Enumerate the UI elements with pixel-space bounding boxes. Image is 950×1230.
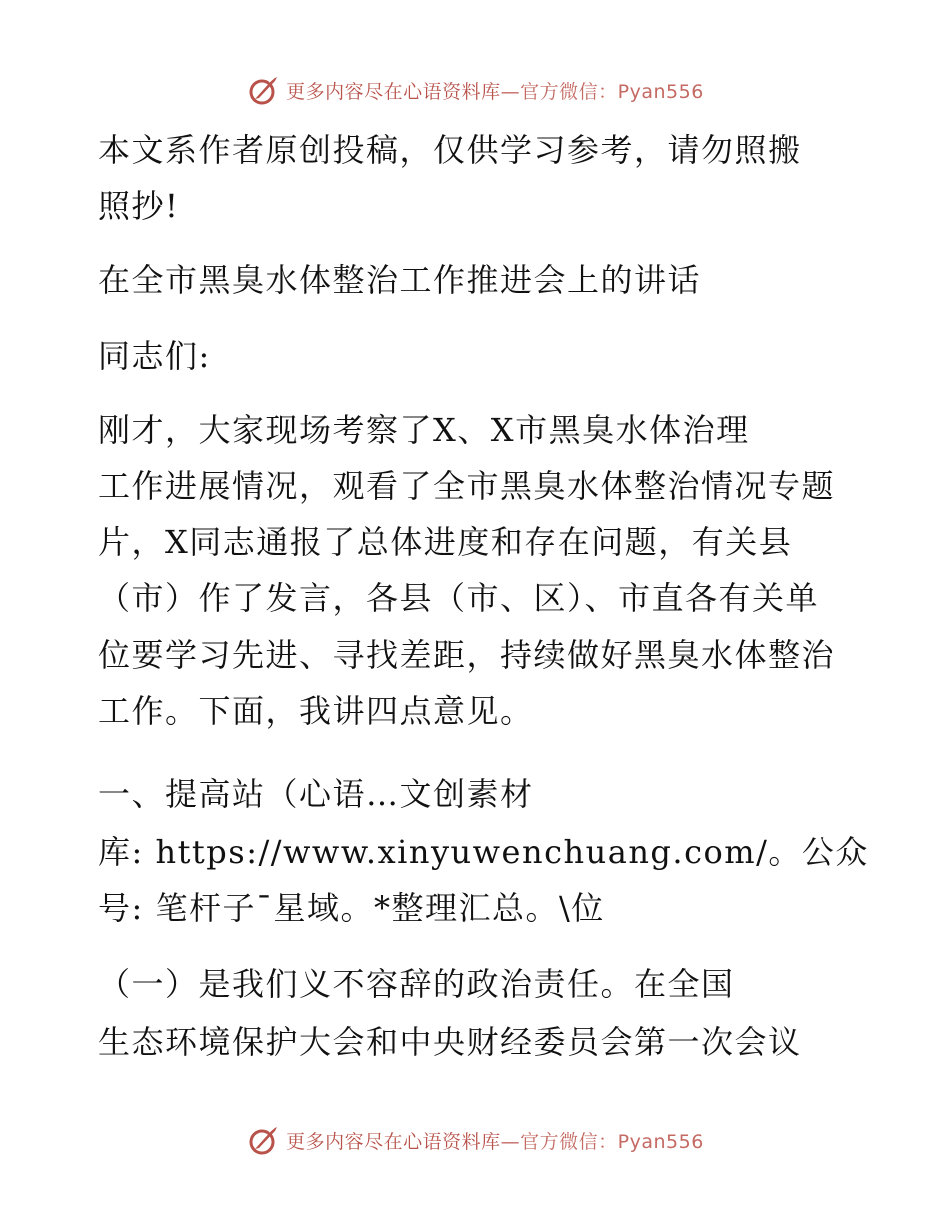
text-line: 生态环境保护大会和中央财经委员会第一次会议 — [98, 1023, 802, 1061]
quill-pen-logo-icon — [246, 72, 282, 108]
footer-watermark — [0, 1120, 950, 1160]
text-line: 本文系作者原创投稿，仅供学习参考，请勿照搬 — [98, 131, 802, 169]
text-line: 库: https://www.xinyuwenchuang.com/。公众 — [98, 833, 869, 871]
watermark-text: 更多内容尽在心语资料库—官方微信：Pyan556 — [286, 80, 704, 103]
document-title: 在全市黑臭水体整治工作推进会上的讲话 — [98, 261, 702, 299]
salutation: 同志们: — [98, 337, 211, 375]
text-line: （一）是我们义不容辞的政治责任。在全国 — [98, 965, 735, 1003]
text-line: 工作。下面，我讲四点意见。 — [98, 692, 534, 730]
text-line: 位要学习先进、寻找差距，持续做好黑臭水体整治 — [98, 636, 836, 674]
text-line: （市）作了发言，各县（市、区）、市直各有关单 — [98, 579, 820, 617]
text-line: 片，X同志通报了总体进度和存在问题，有关县 — [98, 523, 793, 561]
quill-pen-logo-icon — [246, 1122, 282, 1158]
watermark-text: 更多内容尽在心语资料库—官方微信：Pyan556 — [286, 1130, 704, 1153]
header-watermark — [0, 70, 950, 110]
section-heading: 一、提高站（心语…文创素材 — [98, 775, 534, 813]
text-line: 照抄! — [98, 187, 180, 225]
text-line: 号: 笔杆子¯星域。*整理汇总。\位 — [98, 889, 605, 927]
text-line: 工作进展情况，观看了全市黑臭水体整治情况专题 — [98, 467, 836, 505]
text-line: 刚才，大家现场考察了X、X市黑臭水体治理 — [98, 411, 750, 449]
